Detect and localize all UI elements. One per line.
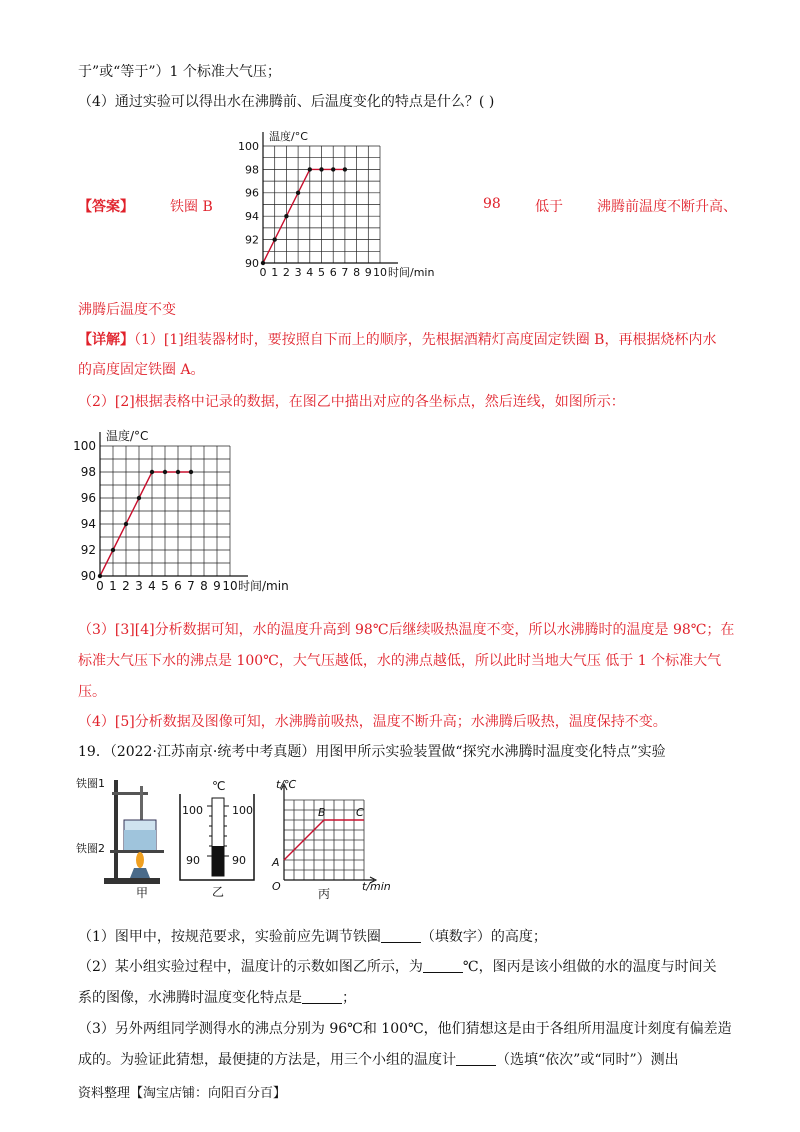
data-point — [319, 167, 323, 171]
t100-left: 100 — [182, 804, 203, 817]
data-point — [284, 214, 288, 218]
t90-right: 90 — [232, 854, 246, 867]
y-tick-label: 100 — [73, 439, 96, 454]
x-tick-label: 6 — [329, 266, 337, 279]
detail-label: 【详解】 — [78, 332, 134, 348]
figure-graph-bing — [262, 776, 394, 902]
x-tick-label: 7 — [187, 579, 195, 593]
y-tick-label: 96 — [245, 186, 259, 200]
x-tick-label: 2 — [282, 266, 290, 279]
detail-paragraph-1: 【详解】（1）[1]组装器材时，要按照自下而上的顺序，先根据酒精灯高度固定铁圈 B，再根据烧杯内水 — [78, 332, 717, 348]
t90-left: 90 — [186, 854, 200, 867]
x-tick-label: 0 — [96, 579, 104, 593]
answer-temperature-chart — [236, 118, 456, 282]
y-tick-label: 92 — [245, 233, 259, 247]
x-tick-label: 9 — [364, 266, 372, 279]
detail-paragraph-2: （2）[2]根据表格中记录的数据，在图乙中描出对应的各坐标点，然后连线，如图所示： — [78, 394, 625, 410]
bing-C: C — [356, 806, 364, 819]
x-tick-label: 3 — [135, 579, 143, 593]
x-tick-label: 9 — [213, 579, 221, 593]
x-tick-label: 1 — [109, 579, 117, 593]
data-point — [273, 237, 277, 241]
x-tick-label: 8 — [353, 266, 361, 279]
data-point — [261, 261, 265, 265]
x-tick-label: 1 — [271, 266, 279, 279]
data-point — [163, 470, 167, 474]
data-point — [343, 167, 347, 171]
x-tick-label: 7 — [341, 266, 349, 279]
x-tick-label: 2 — [122, 579, 130, 593]
x-tick-label: 10 — [222, 579, 238, 593]
footer-source: 资料整理【淘宝店铺：向阳百分百】 — [78, 1086, 287, 1101]
detail-temperature-chart — [70, 416, 330, 602]
bing-label: 丙 — [318, 887, 331, 901]
ring2-label: 铁圈2 — [76, 842, 105, 855]
celsius-label: ℃ — [212, 779, 226, 793]
yi-label: 乙 — [212, 885, 225, 899]
y-tick-label: 90 — [245, 256, 259, 270]
x-tick-label: 4 — [306, 266, 314, 279]
answer-label: 【答案】 — [78, 199, 134, 215]
t100-right: 100 — [232, 804, 253, 817]
x-tick-label: 3 — [294, 266, 302, 279]
y-tick-label: 100 — [238, 139, 259, 153]
detail-paragraph-4: （4）[5]分析数据及图像可知，水沸腾前吸热，温度不断升高；水沸腾后吸热，温度保持不变。 — [78, 714, 667, 730]
x-tick-label: 5 — [161, 579, 169, 593]
question-19-title: 19．（2022·江苏南京·统考中考真题）用图甲所示实验装置做“探究水沸腾时温度变化特点”实验 — [78, 744, 666, 760]
q19-sub3-cont: 成的。为验证此猜想，最便捷的方法是，用三个小组的温度计 （选填“依次”或“同时”）测出 — [78, 1052, 679, 1068]
q19-sub2-cont: 系的图像，水沸腾时温度变化特点是 ； — [78, 990, 356, 1006]
x-tick-label: 10 — [373, 266, 387, 279]
data-point — [150, 470, 154, 474]
data-point — [308, 167, 312, 171]
continued-question-text: 于”或“等于”）1 个标准大气压； — [78, 64, 281, 80]
answer-3: 低于 — [535, 199, 563, 215]
data-point — [176, 470, 180, 474]
figure-apparatus — [76, 772, 176, 902]
detail-paragraph-3b: 标准大气压下水的沸点是 100℃，大气压越低，水的沸点越低，所以此时当地大气压 低于 1 个标准大气 — [78, 653, 722, 669]
data-point — [189, 470, 193, 474]
question-4: （4）通过实验可以得出水在沸腾前、后温度变化的特点是什么？( ) — [78, 94, 495, 110]
x-tick-label: 5 — [318, 266, 325, 279]
q19-sub3: （3）另外两组同学测得水的沸点分别为 96℃和 100℃，他们猜想这是由于各组所用温度计刻度有偏差造 — [78, 1021, 732, 1037]
data-point — [111, 548, 115, 552]
bing-xlabel: t/min — [362, 880, 391, 893]
answer-blank-2[interactable] — [423, 958, 463, 973]
y-tick-label: 92 — [80, 543, 96, 558]
x-tick-label: 6 — [174, 579, 182, 593]
data-point — [296, 191, 300, 195]
y-tick-label: 98 — [245, 163, 259, 177]
bing-O: O — [272, 880, 281, 893]
y-tick-label: 96 — [80, 491, 96, 506]
x-axis-label: 时间/min — [238, 579, 289, 593]
answer-2: 98 — [483, 196, 501, 212]
q19-sub1: （1）图甲中，按规范要求，实验前应先调节铁圈 （填数字）的高度； — [78, 929, 547, 945]
x-tick-label: 8 — [200, 579, 208, 593]
q19-sub2: （2）某小组实验过程中，温度计的示数如图乙所示，为 ℃，图丙是该小组做的水的温度与时间关 — [78, 959, 717, 975]
data-point — [331, 167, 335, 171]
answer-1: 铁圈 B — [170, 199, 213, 215]
y-tick-label: 90 — [80, 569, 96, 584]
detail-paragraph-3a: （3）[3][4]分析数据可知，水的温度升高到 98℃后继续吸热温度不变，所以水沸腾时的温度是 98℃；在 — [78, 622, 735, 638]
y-tick-label: 94 — [80, 517, 96, 532]
ring1-label: 铁圈1 — [76, 777, 105, 790]
y-axis-label: 温度/°C — [269, 130, 308, 143]
bing-A: A — [272, 856, 280, 869]
detail-paragraph-3c: 压。 — [78, 684, 106, 700]
answer-4: 沸腾前温度不断升高、 — [597, 199, 737, 215]
figure-thermometer — [178, 776, 258, 902]
y-tick-label: 98 — [80, 465, 96, 480]
jia-label: 甲 — [136, 886, 149, 900]
data-point — [137, 496, 141, 500]
detail-paragraph-1-cont: 的高度固定铁圈 A。 — [78, 362, 205, 378]
answer-blank-4[interactable] — [456, 1051, 496, 1066]
x-tick-label: 4 — [148, 579, 156, 593]
x-axis-label: 时间/min — [388, 266, 435, 279]
answer-blank-3[interactable] — [302, 989, 342, 1004]
data-point — [124, 522, 128, 526]
answer-4-continued: 沸腾后温度不变 — [78, 302, 176, 318]
y-tick-label: 94 — [245, 210, 259, 224]
y-axis-label: 温度/°C — [106, 429, 149, 443]
bing-ylabel: t/℃ — [276, 778, 297, 791]
data-point — [98, 574, 102, 578]
x-tick-label: 0 — [259, 266, 267, 279]
bing-B: B — [318, 806, 326, 819]
answer-blank-1[interactable] — [381, 928, 421, 943]
